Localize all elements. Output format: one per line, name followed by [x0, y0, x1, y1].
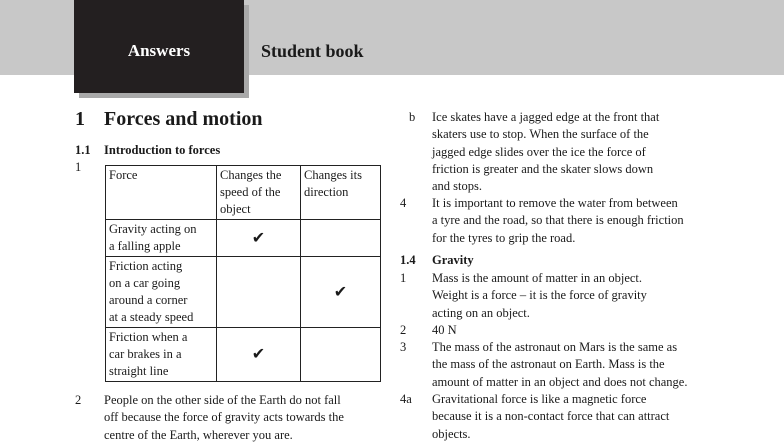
text-line: 40 N	[432, 323, 457, 337]
cell-text: straight line	[109, 364, 169, 378]
question-number: 1	[400, 271, 407, 285]
force-cell	[106, 257, 217, 328]
question-number: 4	[400, 196, 407, 210]
text-line: Weight is a force – it is the force of gravity	[432, 288, 647, 303]
answer-text	[432, 339, 687, 391]
answers-tab-label: Answers	[127, 41, 191, 60]
text-line: acting on an object.	[432, 305, 530, 320]
answer-text	[104, 392, 344, 444]
text-line: The mass of the astronaut on Mars is the same as	[432, 340, 678, 354]
answer-text	[432, 391, 669, 443]
tick-icon: ✔	[217, 328, 301, 382]
text-line: Ice skates have a jagged edge at the front that	[432, 110, 660, 124]
forces-table	[105, 165, 381, 382]
answer-text	[432, 270, 647, 322]
answer-text	[432, 322, 457, 339]
cell-text: Friction acting	[109, 259, 183, 273]
cell-text: Friction when a	[109, 330, 188, 344]
header-cell-force	[106, 166, 217, 220]
text-line: for the tyres to grip the road.	[432, 230, 576, 245]
question-number: 4a	[400, 392, 412, 406]
table-row	[106, 257, 381, 328]
question-number: 2	[400, 323, 407, 337]
header-text: Changes its	[304, 168, 362, 182]
section-title: Introduction to forces	[104, 143, 221, 157]
section-number: 1.4	[400, 253, 416, 267]
table-header-row	[106, 166, 381, 220]
text-line: objects.	[432, 426, 471, 441]
text-line: off because the force of gravity acts towards the	[104, 410, 344, 425]
text-line: friction is greater and the skater slows down	[432, 161, 654, 176]
header-cell-speed	[217, 166, 301, 220]
tick-cell	[217, 257, 301, 328]
text-line: and stops.	[432, 179, 482, 194]
cell-text: a falling apple	[109, 239, 181, 253]
header-text: Force	[109, 168, 138, 182]
text-line: skaters use to stop. When the surface of the	[432, 127, 649, 142]
table-row	[106, 220, 381, 257]
text-line: People on the other side of the Earth do not fall	[104, 393, 341, 407]
question-number: 1	[75, 160, 82, 174]
tick-cell	[301, 328, 381, 382]
header-text: Changes the	[220, 168, 282, 182]
answer-text	[432, 195, 684, 247]
text-line: centre of the Earth, wherever you are.	[104, 427, 293, 442]
force-cell	[106, 220, 217, 257]
cell-text: car brakes in a	[109, 347, 182, 361]
cell-text: on a car going	[109, 276, 181, 290]
header-text: direction	[304, 185, 349, 199]
text-line: the mass of the astronaut on Earth. Mass is the	[432, 357, 665, 372]
header-cell-direction	[301, 166, 381, 220]
text-line: Mass is the amount of matter in an object.	[432, 271, 643, 285]
text-line: amount of matter in an object and does not change.	[432, 374, 688, 389]
cell-text: Gravity acting on	[109, 222, 197, 236]
header-text: speed of the	[220, 185, 281, 199]
text-line: jagged edge slides over the ice the force of	[432, 144, 646, 159]
cell-text: at a steady speed	[109, 310, 194, 324]
chapter-title: Forces and motion	[104, 108, 263, 130]
text-line: a tyre and the road, so that there is enough friction	[432, 213, 684, 228]
tick-cell	[301, 220, 381, 257]
chapter-number: 1	[75, 108, 85, 130]
tick-icon: ✔	[301, 257, 381, 328]
text-line: Gravitational force is like a magnetic force	[432, 392, 647, 406]
tick-icon: ✔	[217, 220, 301, 257]
text-line: because it is a non-contact force that can attract	[432, 409, 670, 424]
header-text: object	[220, 202, 251, 216]
table-row	[106, 328, 381, 382]
question-number: b	[409, 110, 416, 124]
question-number: 2	[75, 393, 82, 407]
section-title: Gravity	[432, 253, 474, 267]
cell-text: around a corner	[109, 293, 188, 307]
student-book-label: Student book	[261, 41, 364, 61]
question-number: 3	[400, 340, 407, 354]
answer-text	[432, 109, 659, 195]
section-number: 1.1	[75, 143, 91, 157]
text-line: It is important to remove the water from between	[432, 196, 678, 210]
force-cell	[106, 328, 217, 382]
